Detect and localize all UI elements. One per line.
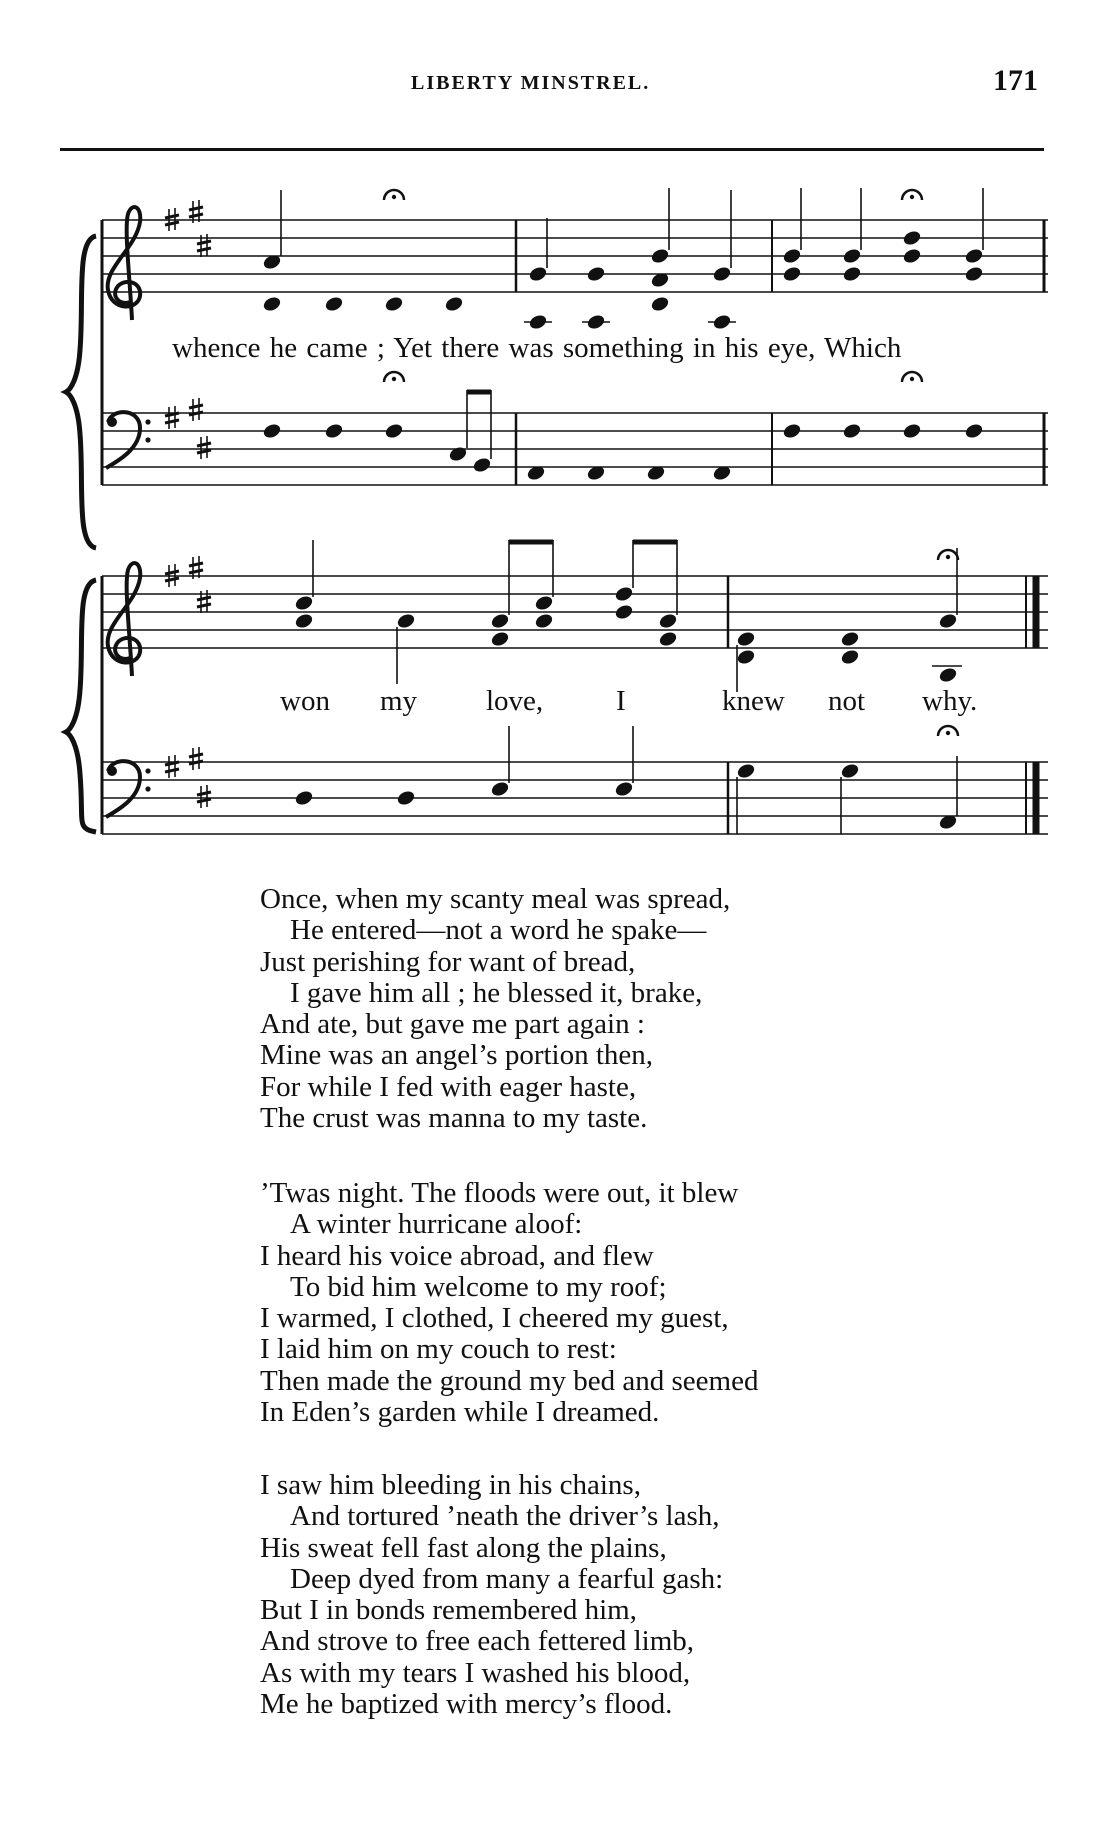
lyric-word: knew (722, 685, 785, 717)
verse-line: Me he baptized with mercy’s flood. (260, 1688, 673, 1721)
verse-line: Just perishing for want of bread, (260, 945, 636, 978)
lyrics-system-1: whence he came ; Yet there was something in his eye, Which (172, 332, 902, 364)
verse-line: For while I fed with eager haste, (260, 1070, 637, 1103)
verse-line: Once, when my scanty meal was spread, (260, 883, 731, 915)
verse-line: In Eden’s garden while I dreamed. (260, 1396, 660, 1429)
verse-3 (260, 1470, 723, 1720)
verse-line: He entered—not a word he spake— (290, 914, 707, 947)
verse-line: I laid him on my couch to rest: (260, 1333, 617, 1366)
verse-line: Mine was an angel’s portion then, (260, 1039, 654, 1072)
verse-line: I warmed, I clothed, I cheered my guest, (260, 1302, 729, 1335)
lyric-word: my (380, 685, 418, 717)
verse-line: As with my tears I washed his blood, (260, 1656, 691, 1689)
lyric-word: won (280, 685, 330, 717)
verse-line: And tortured ’neath the driver’s lash, (290, 1500, 720, 1533)
lyric-word: love, (486, 685, 544, 717)
system-2 (66, 540, 1048, 834)
verse-line: And strove to free each fettered limb, (260, 1625, 695, 1658)
verse-line: Then made the ground my bed and seemed (260, 1364, 759, 1397)
verse-line: I saw him bleeding in his chains, (260, 1469, 641, 1501)
verse-2 (260, 1178, 758, 1428)
verse-line: But I in bonds remembered him, (260, 1594, 637, 1627)
verse-line: His sweat fell fast along the plains, (260, 1531, 667, 1564)
verse-line: I gave him all ; he blessed it, brake, (290, 976, 703, 1009)
verse-line: Deep dyed from many a fearful gash: (290, 1562, 724, 1595)
verse-line: A winter hurricane aloof: (290, 1208, 583, 1241)
page-number: 171 (993, 64, 1038, 97)
running-head: LIBERTY MINSTREL. (411, 72, 651, 94)
lyric-word: not (828, 685, 866, 717)
verse-line: To bid him welcome to my roof; (290, 1270, 667, 1303)
lyric-word: I (616, 685, 626, 717)
music-score (0, 0, 1119, 860)
verse-line: ’Twas night. The floods were out, it blew (260, 1177, 739, 1209)
verse-1 (260, 884, 730, 1134)
system-1 (66, 188, 1048, 548)
lyric-word: why. (922, 685, 978, 717)
verse-line: The crust was manna to my taste. (260, 1102, 648, 1135)
verse-line: And ate, but gave me part again : (260, 1008, 645, 1041)
verse-line: I heard his voice abroad, and flew (260, 1239, 654, 1272)
